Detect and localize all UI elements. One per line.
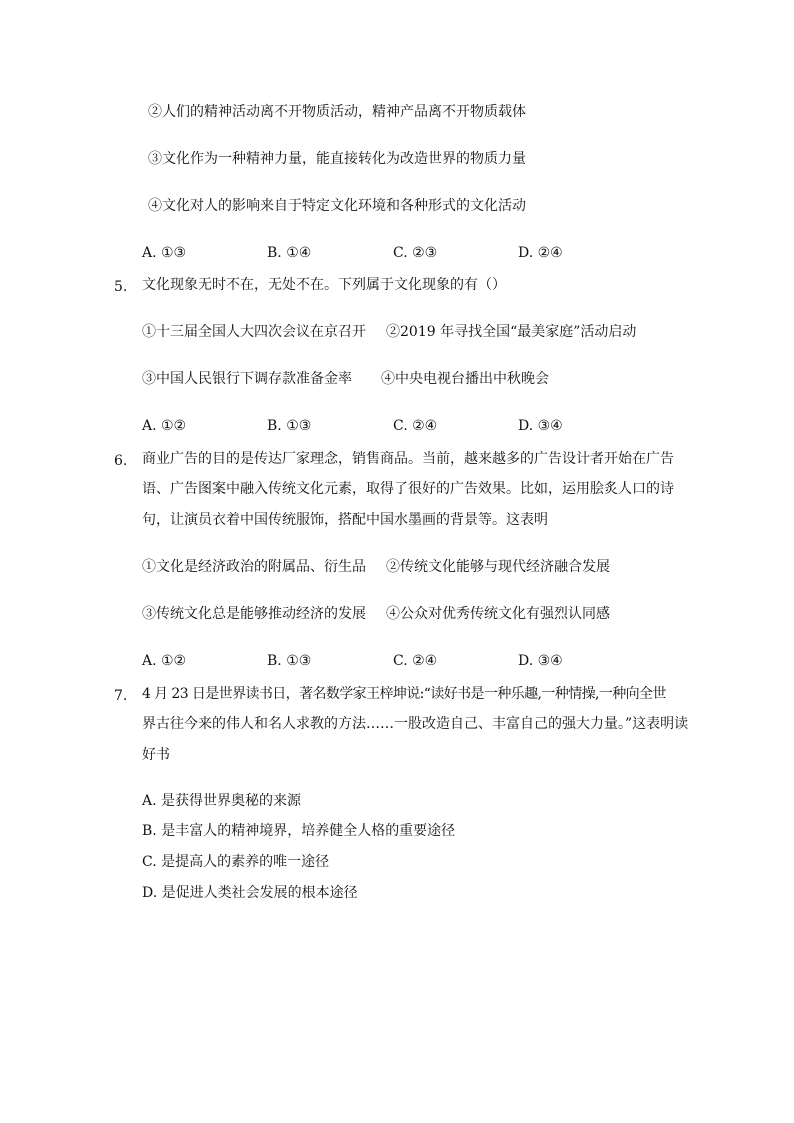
q4-statement-4: ④文化对人的影响来自于特定文化环境和各种形式的文化活动 bbox=[148, 198, 526, 214]
q7-option-b[interactable]: B. 是丰富人的精神境界，培养健全人格的重要途径 bbox=[142, 823, 456, 839]
q7-stem-line-1: 4 月 23 日是世界读书日，著名数学家王梓坤说:“读好书是一种乐趣,一种情操,一种向全世 bbox=[142, 686, 666, 702]
q7-option-c[interactable]: C. 是提高人的素养的唯一途径 bbox=[142, 854, 330, 870]
q7-stem-line-3: 好书 bbox=[142, 747, 170, 763]
q4-option-d[interactable]: D. ②④ bbox=[518, 245, 563, 261]
q6-option-a[interactable]: A. ①② bbox=[142, 653, 187, 669]
q5-option-b[interactable]: B. ①③ bbox=[267, 418, 312, 434]
q6-stem-line-3: 句，让演员衣着中国传统服饰，搭配中国水墨画的背景等。这表明 bbox=[142, 512, 548, 528]
q4-option-b[interactable]: B. ①④ bbox=[267, 245, 312, 261]
q6-statement-4: ④公众对优秀传统文化有强烈认同感 bbox=[386, 606, 610, 622]
q7-option-d[interactable]: D. 是促进人类社会发展的根本途径 bbox=[142, 885, 358, 901]
q6-option-b[interactable]: B. ①③ bbox=[267, 653, 312, 669]
q5-number: 5. bbox=[114, 279, 128, 295]
q5-statement-4: ④中央电视台播出中秋晚会 bbox=[381, 371, 549, 387]
q4-statement-3: ③文化作为一种精神力量，能直接转化为改造世界的物质力量 bbox=[148, 151, 526, 167]
q7-option-a[interactable]: A. 是获得世界奥秘的来源 bbox=[142, 793, 302, 809]
q5-stem: 文化现象无时不在，无处不在。下列属于文化现象的有（） bbox=[142, 277, 506, 293]
q5-option-a[interactable]: A. ①② bbox=[142, 418, 187, 434]
q4-option-c[interactable]: C. ②③ bbox=[393, 245, 438, 261]
q4-statement-2: ②人们的精神活动离不开物质活动，精神产品离不开物质载体 bbox=[148, 104, 526, 120]
q5-statement-1: ①十三届全国人大四次会议在京召开 bbox=[142, 324, 366, 340]
q5-option-c[interactable]: C. ②④ bbox=[393, 418, 438, 434]
q6-option-d[interactable]: D. ③④ bbox=[518, 653, 563, 669]
q6-statement-1: ①文化是经济政治的附属品、衍生品 bbox=[142, 559, 366, 575]
q6-number: 6. bbox=[114, 453, 128, 469]
q7-stem-line-2: 界古往今来的伟人和名人求教的方法……一股改造自己、丰富自己的强大力量。”这表明读 bbox=[142, 716, 689, 732]
q6-statement-3: ③传统文化总是能够推动经济的发展 bbox=[142, 606, 366, 622]
q7-number: 7. bbox=[114, 688, 128, 704]
q6-stem-line-1: 商业广告的目的是传达厂家理念，销售商品。当前，越来越多的广告设计者开始在广告 bbox=[142, 451, 674, 467]
q6-option-c[interactable]: C. ②④ bbox=[393, 653, 438, 669]
q6-statement-2: ②传统文化能够与现代经济融合发展 bbox=[386, 559, 610, 575]
q6-stem-line-2: 语、广告图案中融入传统文化元素，取得了很好的广告效果。比如，运用脍炙人口的诗 bbox=[142, 481, 674, 497]
q5-option-d[interactable]: D. ③④ bbox=[518, 418, 563, 434]
q5-statement-3: ③中国人民银行下调存款准备金率 bbox=[142, 371, 352, 387]
q4-option-a[interactable]: A. ①③ bbox=[142, 245, 187, 261]
q5-statement-2: ②2019 年寻找全国“最美家庭”活动启动 bbox=[386, 324, 637, 340]
